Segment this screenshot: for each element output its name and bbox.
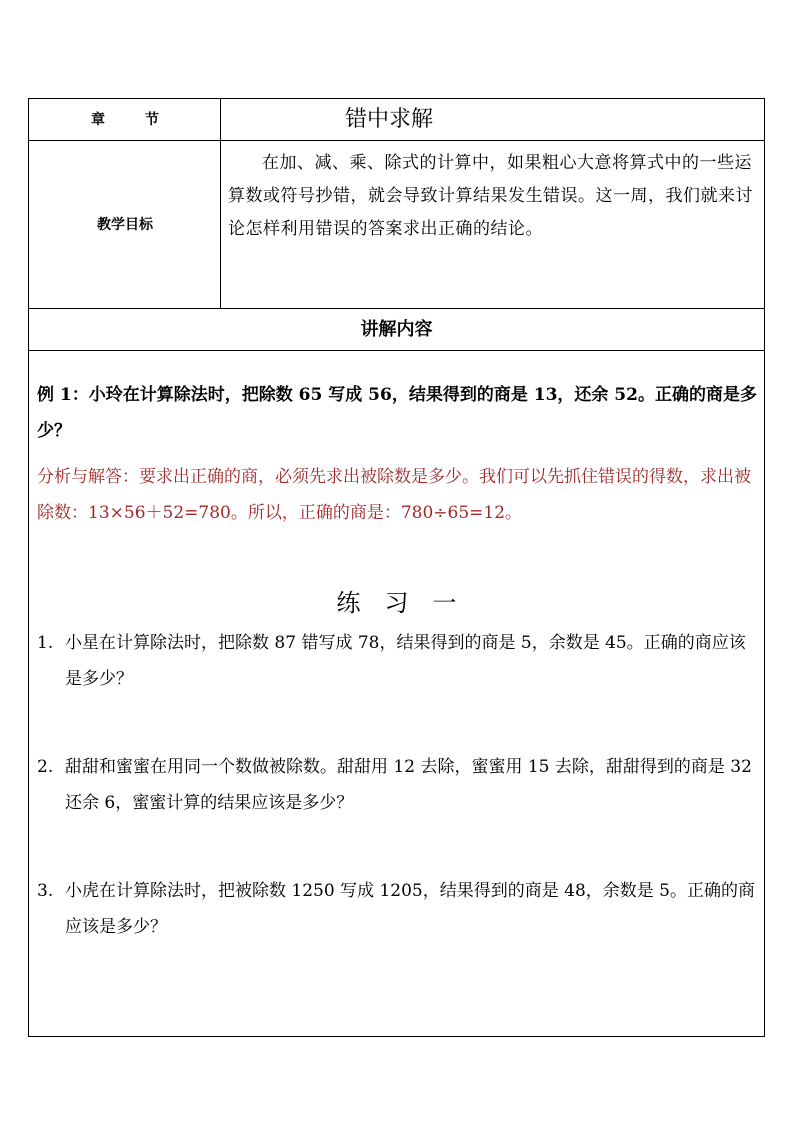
goal-row: [29, 141, 764, 309]
chapter-row: [29, 99, 764, 141]
question-number: 2.: [37, 757, 54, 777]
goal-text: 在加、减、乘、除式的计算中，如果粗心大意将算式中的一些运算数或符号抄错，就会导致计算结果发生错误。这一周，我们就来讨论怎样利用错误的答案求出正确的结论。: [228, 153, 753, 239]
content-header-row: [29, 309, 764, 351]
practice-title: 练习一: [336, 589, 481, 617]
example-analysis: 分析与解答：要求出正确的商，必须先求出被除数是多少。我们可以先抓住错误的得数，求出被除数：13×56＋52=780。所以，正确的商是：780÷65=12。: [37, 467, 751, 523]
chapter-title: 错中求解: [345, 107, 434, 132]
question-1: [37, 625, 762, 697]
example-1: 例 1：小玲在计算除法时，把除数 65 写成 56，结果得到的商是 13，还余 52。正确的商是多少？: [37, 385, 757, 441]
question-3: [37, 873, 762, 945]
goal-label: 教学目标: [97, 217, 153, 233]
lesson-table: [28, 98, 765, 1037]
question-2: [37, 749, 762, 821]
question-text: 小虎在计算除法时，把被除数 1250 写成 1205，结果得到的商是 48，余数是 5。正确的商应该是多少？: [65, 881, 755, 937]
question-text: 甜甜和蜜蜜在用同一个数做被除数。甜甜用 12 去除，蜜蜜用 15 去除，甜甜得到的商是 32 还余 6，蜜蜜计算的结果应该是多少？: [65, 757, 752, 813]
content-header: 讲解内容: [360, 319, 433, 340]
question-number: 3.: [37, 881, 54, 901]
chapter-label: 章节: [91, 112, 199, 128]
question-number: 1.: [37, 633, 54, 653]
question-text: 小星在计算除法时，把除数 87 错写成 78，结果得到的商是 5，余数是 45。正确的商应该是多少？: [65, 633, 746, 689]
